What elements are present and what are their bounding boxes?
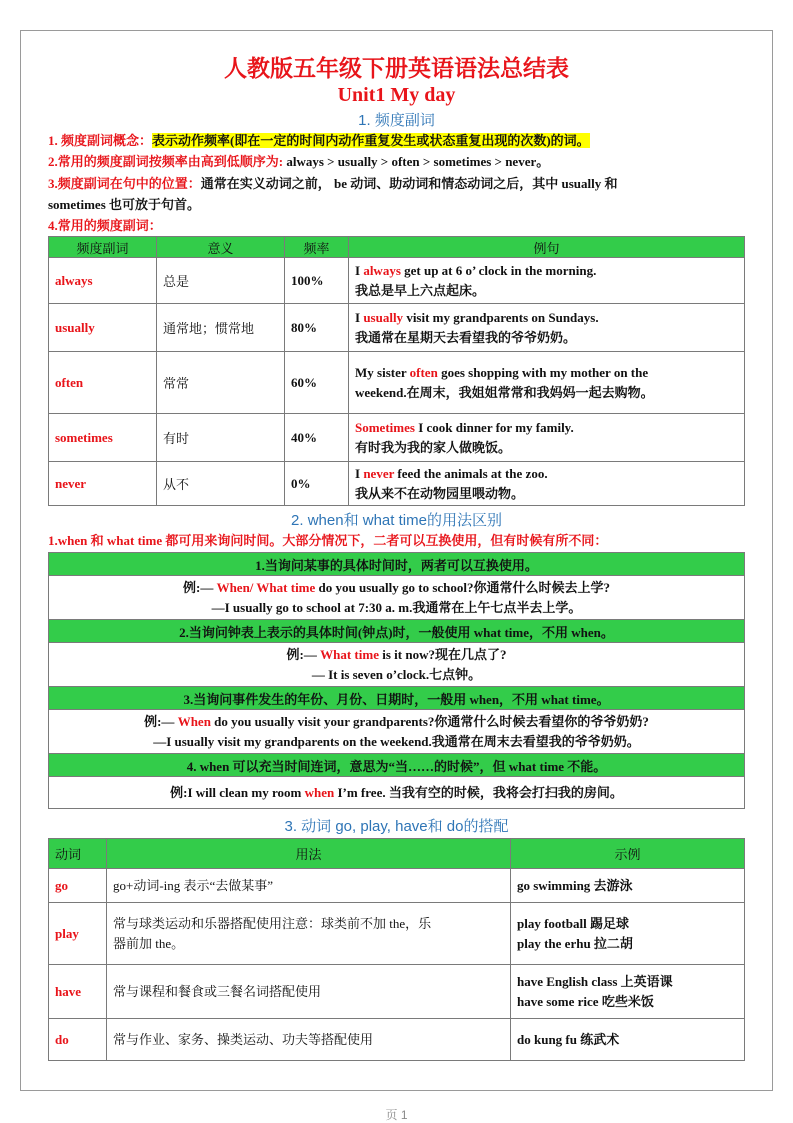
example-prefix: 例:— xyxy=(144,713,178,729)
header-verb: 动词 xyxy=(49,839,107,869)
example-translation: 我从来不在动物园里喂动物。 xyxy=(355,485,525,501)
example-translation: 有时我为我的家人做晚饭。 xyxy=(355,439,512,455)
example-keyword: When/ What time xyxy=(216,579,316,595)
rule-example xyxy=(49,643,745,687)
example-cell xyxy=(349,414,745,462)
common-adverbs-label: 4.常用的频度副词： xyxy=(48,218,162,233)
page-number: 页 1 xyxy=(385,1108,408,1122)
example-suffix: do you usually visit your grandparents?你通常什么时候去看望你的爷爷奶奶? xyxy=(210,713,649,729)
rule-bar-row xyxy=(49,687,745,710)
meaning-cell: 总是 xyxy=(157,258,285,304)
example-keyword: What time xyxy=(320,646,379,662)
rule-example-row xyxy=(49,643,745,687)
position-line xyxy=(48,174,748,194)
table-row xyxy=(49,1019,745,1061)
usage-line: 常与球类运动和乐器搭配使用注意：球类前不加 the，乐 xyxy=(113,915,432,931)
verb-cell: play xyxy=(49,903,107,965)
table-row xyxy=(49,903,745,965)
rule-bar-row xyxy=(49,553,745,576)
table-row xyxy=(49,258,745,304)
adverb-table xyxy=(48,236,745,506)
example-translation: 我通常在星期天去看望我的爷爷奶奶。 xyxy=(355,329,577,345)
page-title: 人教版五年级下册英语语法总结表 xyxy=(224,56,569,81)
rule-example-row xyxy=(49,576,745,620)
example-line: have some rice 吃些米饭 xyxy=(517,993,654,1009)
rule-bar-row xyxy=(49,620,745,643)
concept-label: 1. 频度副词概念： xyxy=(48,133,153,148)
rule-example-row xyxy=(49,777,745,809)
section1-heading: 1. 频度副词 xyxy=(358,112,435,129)
example-prefix: I xyxy=(355,465,364,481)
example-suffix: get up at 6 o’ clock in the morning. xyxy=(400,262,597,278)
example-suffix: goes shopping with my mother on the xyxy=(437,364,649,380)
table-row xyxy=(49,462,745,506)
usage-line: 常与作业、家务、操类运动、功夫等搭配使用 xyxy=(113,1031,374,1047)
usage-cell xyxy=(107,903,511,965)
adverb-cell: never xyxy=(49,462,157,506)
frequency-cell: 80% xyxy=(285,304,349,352)
verb-cell: have xyxy=(49,965,107,1019)
example-suffix: feed the animals at the zoo. xyxy=(394,465,548,481)
usage-line: 器前加 the。 xyxy=(113,935,185,951)
page-subtitle: Unit1 My day xyxy=(337,84,456,106)
section2-heading: 2. when和 what time的用法区别 xyxy=(291,512,502,529)
example-keyword: Sometimes xyxy=(355,419,415,435)
example-keyword: when xyxy=(304,784,335,800)
example-keyword: often xyxy=(409,364,438,380)
example-suffix: visit my grandparents on Sundays. xyxy=(403,309,599,325)
example-line: have English class 上英语课 xyxy=(517,973,673,989)
example-prefix: My sister xyxy=(355,364,410,380)
rule-bar: 4. when 可以充当时间连词，意思为“当……的时候”，但 what time 不能。 xyxy=(49,754,745,777)
example-suffix: I’m free. 当我有空的时候，我将会打扫我的房间。 xyxy=(334,784,623,800)
example-cell xyxy=(349,258,745,304)
verb-cell: go xyxy=(49,869,107,903)
rule-example xyxy=(49,777,745,809)
usage-cell xyxy=(107,869,511,903)
adverb-cell: sometimes xyxy=(49,414,157,462)
example-suffix: do you usually go to school?你通常什么时候去上学? xyxy=(315,579,610,595)
example-prefix: I xyxy=(355,262,364,278)
rule-bar-row xyxy=(49,754,745,777)
table-row xyxy=(49,869,745,903)
verb-table-header xyxy=(49,839,745,869)
table-row xyxy=(49,352,745,414)
example-suffix: I cook dinner for my family. xyxy=(414,419,574,435)
example-prefix: 例:— xyxy=(286,646,321,662)
example-line: play football 踢足球 xyxy=(517,915,629,931)
examples-cell xyxy=(511,1019,745,1061)
header-adverb: 频度副词 xyxy=(49,237,157,258)
examples-cell xyxy=(511,869,745,903)
example-line: play the erhu 拉二胡 xyxy=(517,935,633,951)
adverb-cell: always xyxy=(49,258,157,304)
section3-heading: 3. 动词 go, play, have和 do的搭配 xyxy=(284,818,509,835)
table-row xyxy=(49,414,745,462)
position-text: 通常在实义动词之前， be 动词、助动词和情态动词之后，其中 usually 和 xyxy=(200,176,618,191)
frequency-cell: 100% xyxy=(285,258,349,304)
order-label: 2.常用的频度副词按频率由高到低顺序为: xyxy=(48,154,287,169)
example-cell xyxy=(349,352,745,414)
rule-example-row xyxy=(49,710,745,754)
example-answer: —I usually visit my grandparents on the weekend.我通常在周末去看望我的爷爷奶奶。 xyxy=(153,733,640,749)
concept-line xyxy=(48,131,748,151)
frequency-cell: 40% xyxy=(285,414,349,462)
rule-bar: 3.当询问事件发生的年份、月份、日期时，一般用 when，不用 what time。 xyxy=(49,687,745,710)
header-example: 例句 xyxy=(349,237,745,258)
meaning-cell: 通常地；惯常地 xyxy=(157,304,285,352)
concept-text: 表示动作频率(即在一定的时间内动作重复发生或状态重复出现的次数)的词。 xyxy=(152,133,590,148)
usage-line: 常与课程和餐食或三餐名词搭配使用 xyxy=(113,983,322,999)
examples-cell xyxy=(511,903,745,965)
example-answer: —I usually go to school at 7:30 a. m.我通常在上午七点半去上学。 xyxy=(211,599,582,615)
position-label: 3.频度副词在句中的位置： xyxy=(48,176,201,191)
example-translation: weekend.在周末，我姐姐常常和我妈妈一起去购物。 xyxy=(355,384,654,400)
when-whattime-table xyxy=(48,552,745,809)
rule-bar: 1.当询问某事的具体时间时，两者可以互换使用。 xyxy=(49,553,745,576)
order-line xyxy=(48,152,748,172)
header-meaning: 意义 xyxy=(157,237,285,258)
header-frequency: 频率 xyxy=(285,237,349,258)
header-usage: 用法 xyxy=(107,839,511,869)
example-cell xyxy=(349,462,745,506)
verb-table xyxy=(48,838,745,1061)
header-examples: 示例 xyxy=(511,839,745,869)
usage-line: go+动词-ing 表示“去做某事” xyxy=(113,877,274,893)
example-cell xyxy=(349,304,745,352)
adverb-cell: often xyxy=(49,352,157,414)
adverb-table-header xyxy=(49,237,745,258)
example-prefix: 例:— xyxy=(182,579,217,595)
frequency-cell: 0% xyxy=(285,462,349,506)
example-keyword: When xyxy=(177,713,211,729)
rule-example xyxy=(49,710,745,754)
example-keyword: never xyxy=(363,465,395,481)
rule-bar: 2.当询问钟表上表示的具体时间(钟点)时，一般使用 what time，不用 when。 xyxy=(49,620,745,643)
position-line-cont: sometimes 也可放于句首。 xyxy=(48,197,201,212)
table-row xyxy=(49,965,745,1019)
usage-cell xyxy=(107,1019,511,1061)
rule-example xyxy=(49,576,745,620)
usage-cell xyxy=(107,965,511,1019)
section2-intro: 1.when 和 what time 都可用来询问时间。大部分情况下，二者可以互换使用，但有时候有所不同： xyxy=(48,533,608,548)
example-translation: 我总是早上六点起床。 xyxy=(355,282,486,298)
adverb-cell: usually xyxy=(49,304,157,352)
order-text: always > usually > often > sometimes > never。 xyxy=(286,154,550,169)
example-prefix: 例:I will clean my room xyxy=(170,784,305,800)
meaning-cell: 常常 xyxy=(157,352,285,414)
example-line: go swimming 去游泳 xyxy=(517,877,633,893)
example-answer: — It is seven o’clock.七点钟。 xyxy=(311,666,482,682)
example-keyword: always xyxy=(363,262,401,278)
example-suffix: is it now?现在几点了? xyxy=(378,646,507,662)
frequency-cell: 60% xyxy=(285,352,349,414)
verb-cell: do xyxy=(49,1019,107,1061)
example-prefix: I xyxy=(355,309,364,325)
meaning-cell: 从不 xyxy=(157,462,285,506)
table-row xyxy=(49,304,745,352)
meaning-cell: 有时 xyxy=(157,414,285,462)
example-line: do kung fu 练武术 xyxy=(517,1031,620,1047)
example-keyword: usually xyxy=(363,309,404,325)
examples-cell xyxy=(511,965,745,1019)
